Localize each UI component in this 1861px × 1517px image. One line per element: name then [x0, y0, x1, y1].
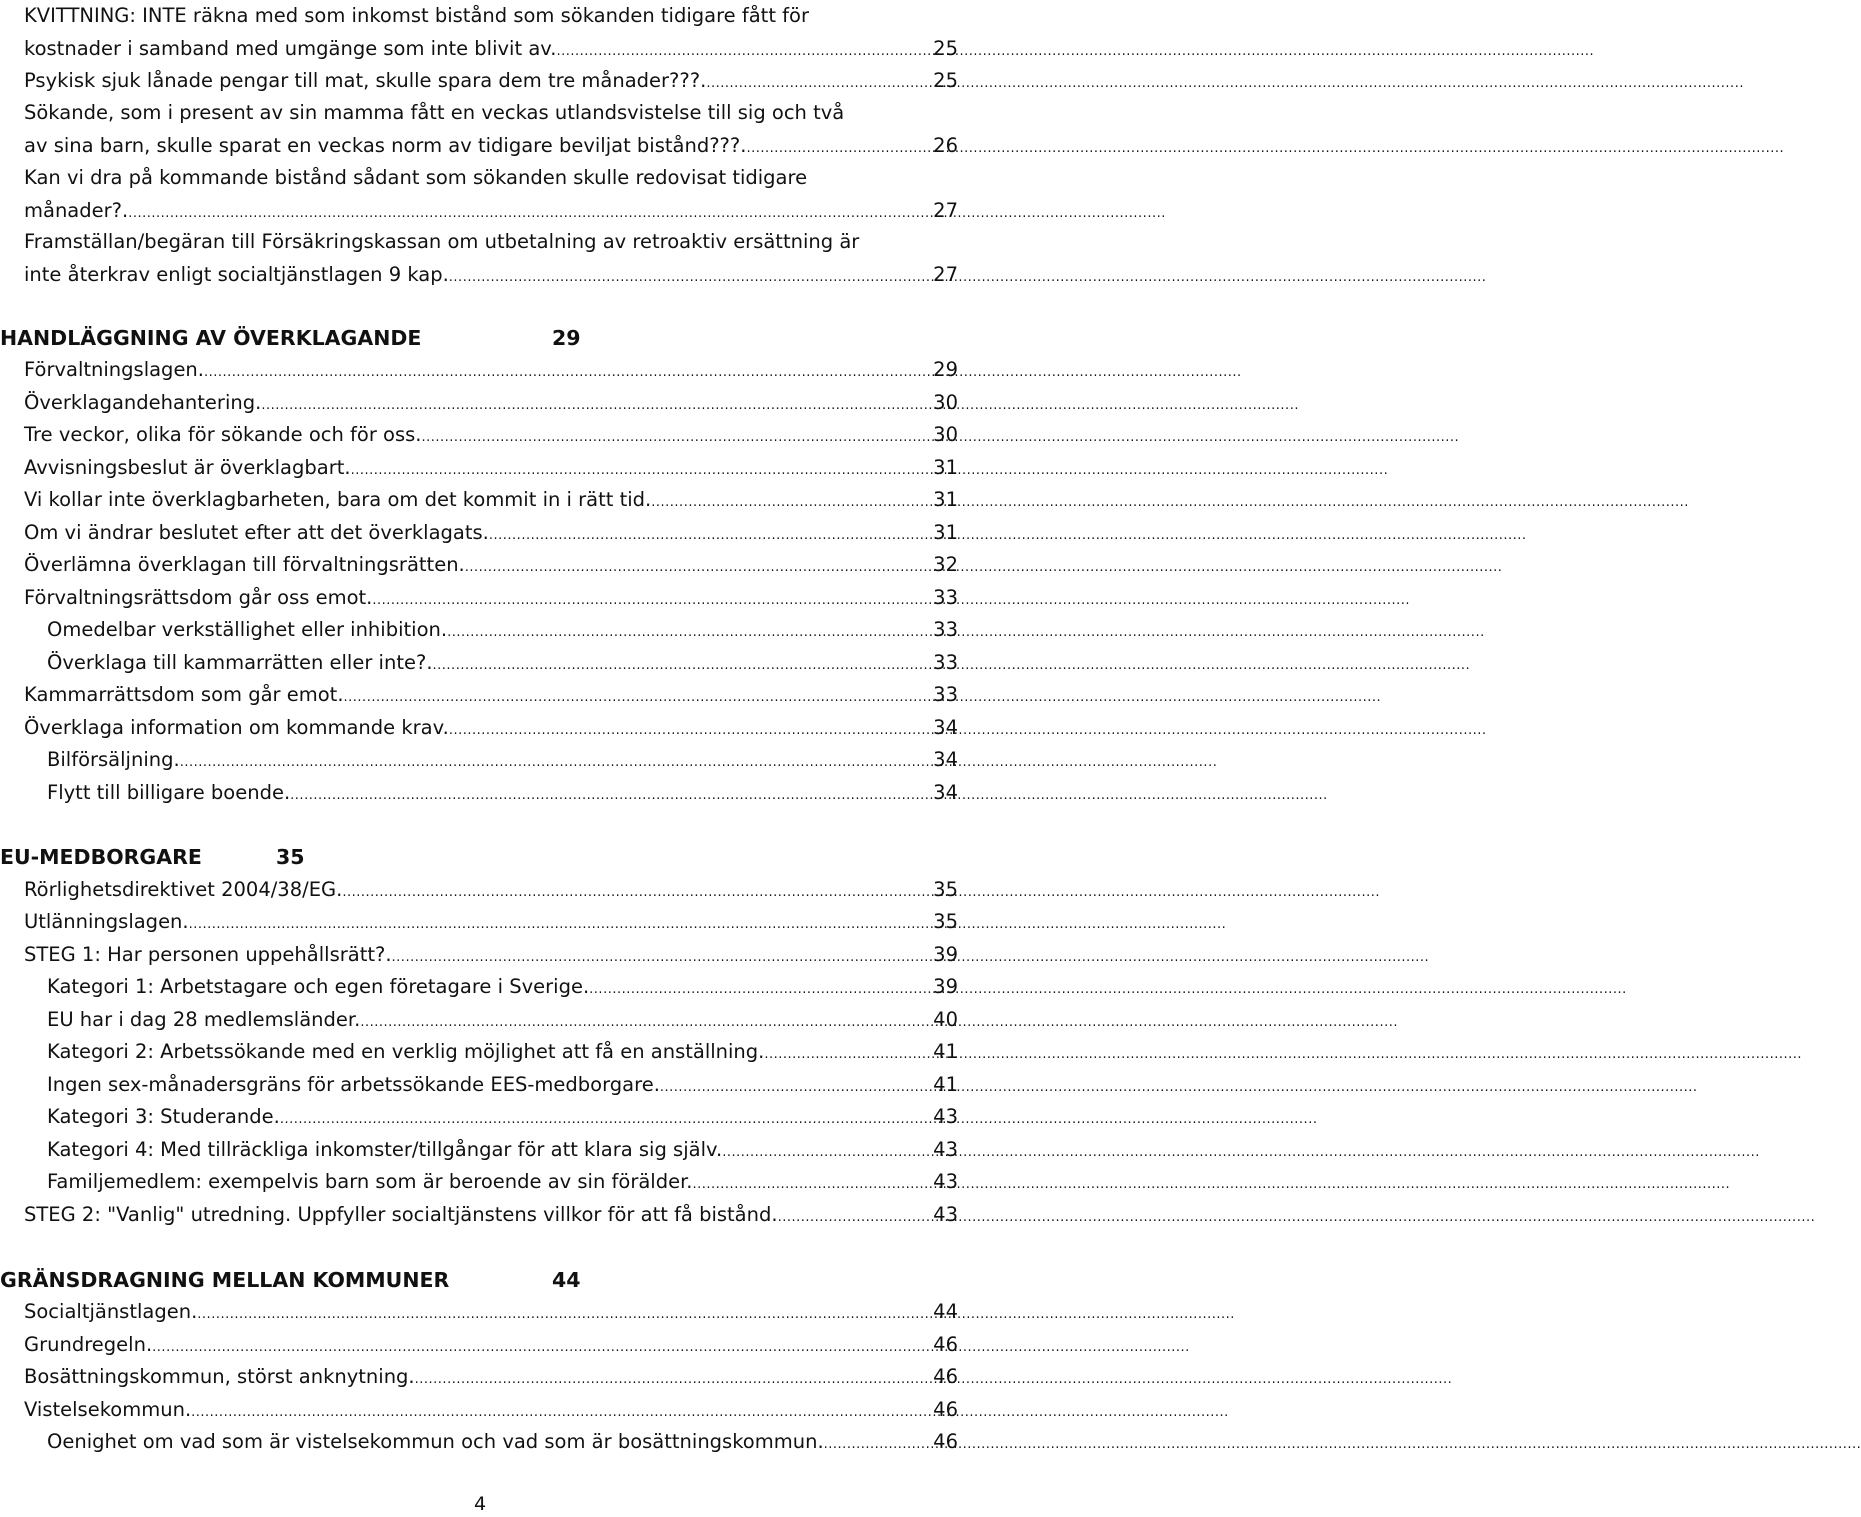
toc-entry-text: kostnader i samband med umgänge som inte blivit av. — [24, 36, 557, 60]
toc-entry[interactable] — [24, 712, 958, 748]
toc-entry-text: Vi kollar inte överklagbarheten, bara om det kommit in i rätt tid. — [24, 488, 652, 511]
toc-page-number: 46 — [933, 1430, 958, 1453]
toc-entry-text: Kategori 2: Arbetssökande med en verklig möjlighet att få en anställning. — [47, 1040, 765, 1063]
toc-entry-text: Bosättningskommun, störst anknytning. — [24, 1365, 415, 1388]
toc-entry-text: Familjemedlem: exempelvis barn som är beroende av sin förälder. — [47, 1170, 693, 1193]
toc-entry-text: Avvisningsbeslut är överklagbart. — [24, 456, 351, 479]
dot-leader — [722, 1134, 933, 1170]
toc-page-number: 43 — [933, 1203, 958, 1226]
toc-page-number: 35 — [933, 910, 958, 933]
section-title: GRÄNSDRAGNING MELLAN KOMMUNER — [0, 1268, 450, 1292]
toc-entry-text-line1: Sökande, som i present av sin mamma fått en veckas utlandsvistelse till sig och två — [24, 101, 845, 124]
toc-entry[interactable] — [24, 939, 958, 975]
toc-entry-text: Överklaga till kammarrätten eller inte?. — [47, 651, 433, 674]
dot-leader — [415, 1361, 934, 1397]
toc-entry-text: månader?. — [24, 198, 129, 222]
toc-entry[interactable] — [24, 162, 958, 230]
toc-entry[interactable] — [47, 614, 958, 650]
toc-entry-text-line1: Framställan/begäran till Försäkringskassan om utbetalning av retroaktiv ersättning är — [24, 230, 860, 253]
dot-leader — [778, 1199, 934, 1235]
toc-entry[interactable] — [47, 1101, 958, 1137]
dot-leader — [180, 744, 933, 780]
toc-page-number: 31 — [933, 456, 958, 479]
toc-entry-text: Om vi ändrar beslutet efter att det överklagats. — [24, 521, 489, 544]
toc-entry-text-line1: KVITTNING: INTE räkna med som inkomst bistånd som sökanden tidigare fått för — [24, 4, 809, 27]
dot-leader — [290, 777, 933, 813]
toc-entry-text: STEG 2: "Vanlig" utredning. Uppfyller socialtjänstens villkor för att få bistånd. — [24, 1203, 778, 1226]
toc-page-number: 35 — [933, 878, 958, 901]
toc-page-number: 27 — [933, 198, 958, 222]
dot-leader — [351, 452, 934, 488]
toc-page-number: 33 — [933, 651, 958, 674]
toc-entry-text: Bilförsäljning. — [47, 748, 180, 771]
toc-page-number: 46 — [933, 1333, 958, 1356]
toc-section-heading[interactable] — [0, 322, 581, 354]
toc-entry-text: Överlämna överklagan till förvaltningsrätten. — [24, 553, 465, 576]
toc-page-number: 30 — [933, 391, 958, 414]
dot-leader — [280, 1101, 933, 1137]
toc-entry[interactable] — [24, 1199, 958, 1235]
dot-leader — [651, 484, 933, 520]
dot-leader — [746, 130, 933, 166]
page-number-footer: 4 — [473, 1493, 487, 1515]
toc-entry[interactable] — [24, 874, 958, 910]
dot-leader — [344, 679, 934, 715]
toc-entry[interactable] — [24, 1329, 958, 1365]
toc-page-number: 46 — [933, 1365, 958, 1388]
toc-page-number: 34 — [933, 781, 958, 804]
toc-section-heading[interactable] — [0, 1264, 581, 1296]
toc-page-number: 44 — [933, 1300, 958, 1323]
toc-entry-text: Kategori 3: Studerande. — [47, 1105, 280, 1128]
section-title: EU-MEDBORGARE — [0, 845, 202, 869]
toc-entry-text: Rörlighetsdirektivet 2004/38/EG. — [24, 878, 343, 901]
toc-entry-text: Överklaga information om kommande krav. — [24, 716, 449, 739]
toc-entry[interactable] — [24, 226, 958, 294]
dot-leader — [449, 259, 933, 295]
toc-page-number: 34 — [933, 748, 958, 771]
dot-leader — [261, 387, 933, 423]
toc-entry[interactable] — [24, 484, 958, 520]
toc-entry-text: Flytt till billigare boende. — [47, 781, 291, 804]
dot-leader — [152, 1329, 933, 1365]
toc-page-number: 40 — [933, 1008, 958, 1031]
dot-leader — [422, 419, 934, 455]
section-page-number: 44 — [552, 1268, 581, 1292]
section-page-number: 29 — [552, 326, 581, 350]
toc-entry[interactable] — [47, 1426, 958, 1462]
dot-leader — [128, 195, 933, 231]
toc-entry-text: Socialtjänstlagen. — [24, 1300, 198, 1323]
toc-page-number: 33 — [933, 618, 958, 641]
dot-leader — [557, 33, 934, 69]
toc-page-number: 39 — [933, 975, 958, 998]
toc-entry-text: Överklagandehantering. — [24, 391, 262, 414]
toc-entry-text: av sina barn, skulle sparat en veckas norm av tidigare beviljat bistånd???. — [24, 133, 747, 157]
dot-leader — [449, 712, 933, 748]
toc-entry[interactable] — [47, 744, 958, 780]
toc-page-number: 41 — [933, 1073, 958, 1096]
toc-entry-text: Omedelbar verkställighet eller inhibition. — [47, 618, 448, 641]
dot-leader — [372, 582, 933, 618]
toc-page-number: 26 — [933, 133, 958, 157]
dot-leader — [360, 1004, 933, 1040]
toc-page-number: 33 — [933, 683, 958, 706]
toc-entry-text: Tre veckor, olika för sökande och för oss. — [24, 423, 422, 446]
toc-entry[interactable] — [24, 0, 958, 68]
toc-entry[interactable] — [24, 387, 958, 423]
dot-leader — [824, 1426, 934, 1462]
toc-entry[interactable] — [24, 906, 958, 942]
toc-entry-text: Oenighet om vad som är vistelsekommun och vad som är bosättningskommun. — [47, 1430, 824, 1453]
dot-leader — [433, 647, 934, 683]
toc-entry-text: EU har i dag 28 medlemsländer. — [47, 1008, 361, 1031]
toc-entry[interactable] — [24, 419, 958, 455]
dot-leader — [589, 971, 933, 1007]
dot-leader — [660, 1069, 933, 1105]
toc-entry[interactable] — [24, 1394, 958, 1430]
toc-entry-text: Ingen sex-månadersgräns för arbetssökande EES-medborgare. — [47, 1073, 660, 1096]
dot-leader — [706, 65, 933, 101]
toc-page-number: 29 — [933, 358, 958, 381]
toc-entry-text: Psykisk sjuk lånade pengar till mat, skulle spara dem tre månader???. — [24, 69, 707, 92]
toc-page-number: 30 — [933, 423, 958, 446]
toc-entry[interactable] — [47, 971, 958, 1007]
toc-entry[interactable] — [24, 1361, 958, 1397]
toc-entry[interactable] — [24, 65, 958, 101]
toc-page-number: 34 — [933, 716, 958, 739]
toc-page-number: 43 — [933, 1138, 958, 1161]
toc-entry-text: STEG 1: Har personen uppehållsrätt?. — [24, 943, 392, 966]
toc-page-number: 31 — [933, 488, 958, 511]
toc-entry[interactable] — [24, 679, 958, 715]
dot-leader — [465, 549, 933, 585]
dot-leader — [447, 614, 933, 650]
toc-entry-text: Kategori 1: Arbetstagare och egen företagare i Sverige. — [47, 975, 590, 998]
toc-entry-text: Förvaltningslagen. — [24, 358, 204, 381]
toc-entry-text: Kategori 4: Med tillräckliga inkomster/tillgångar för att klara sig själv. — [47, 1138, 723, 1161]
dot-leader — [197, 1296, 933, 1332]
toc-entry-text-line1: Kan vi dra på kommande bistånd sådant som sökanden skulle redovisat tidigare — [24, 166, 808, 189]
toc-entry[interactable] — [47, 1004, 958, 1040]
toc-entry[interactable] — [47, 1134, 958, 1170]
toc-entry[interactable] — [24, 582, 958, 618]
toc-page-number: 25 — [933, 69, 958, 92]
dot-leader — [204, 354, 933, 390]
toc-entry[interactable] — [47, 1166, 958, 1202]
toc-entry[interactable] — [24, 517, 958, 553]
toc-page-number: 33 — [933, 586, 958, 609]
dot-leader — [342, 874, 933, 910]
section-title: HANDLÄGGNING AV ÖVERKLAGANDE — [0, 326, 422, 350]
toc-entry[interactable] — [47, 777, 958, 813]
dot-leader — [693, 1166, 934, 1202]
toc-entry[interactable] — [24, 354, 958, 390]
toc-page-number: 43 — [933, 1105, 958, 1128]
toc-entry-text: Vistelsekommun. — [24, 1398, 192, 1421]
toc-page-number: 43 — [933, 1170, 958, 1193]
toc-page-number: 25 — [933, 36, 958, 60]
dot-leader — [191, 1394, 933, 1430]
toc-page-number: 31 — [933, 521, 958, 544]
toc-entry[interactable] — [47, 1036, 958, 1072]
toc-page-number: 32 — [933, 553, 958, 576]
dot-leader — [489, 517, 933, 553]
toc-entry-text: Grundregeln. — [24, 1333, 153, 1356]
toc-entry[interactable] — [24, 549, 958, 585]
toc-page-number: 46 — [933, 1398, 958, 1421]
toc-entry-text: Förvaltningsrättsdom går oss emot. — [24, 586, 373, 609]
toc-page-number: 39 — [933, 943, 958, 966]
dot-leader — [764, 1036, 933, 1072]
toc-entry[interactable] — [47, 1069, 958, 1105]
toc-entry-text: Utlänningslagen. — [24, 910, 189, 933]
toc-entry[interactable] — [24, 452, 958, 488]
toc-entry[interactable] — [24, 97, 958, 165]
toc-page-number: 41 — [933, 1040, 958, 1063]
toc-section-heading[interactable] — [0, 841, 305, 873]
toc-entry[interactable] — [24, 1296, 958, 1332]
toc-page-number: 27 — [933, 262, 958, 286]
dot-leader — [392, 939, 934, 975]
section-page-number: 35 — [276, 845, 305, 869]
dot-leader — [189, 906, 934, 942]
toc-entry-text: inte återkrav enligt socialtjänstlagen 9 kap. — [24, 262, 449, 286]
toc-entry-text: Kammarrättsdom som går emot. — [24, 683, 344, 706]
toc-entry[interactable] — [47, 647, 958, 683]
